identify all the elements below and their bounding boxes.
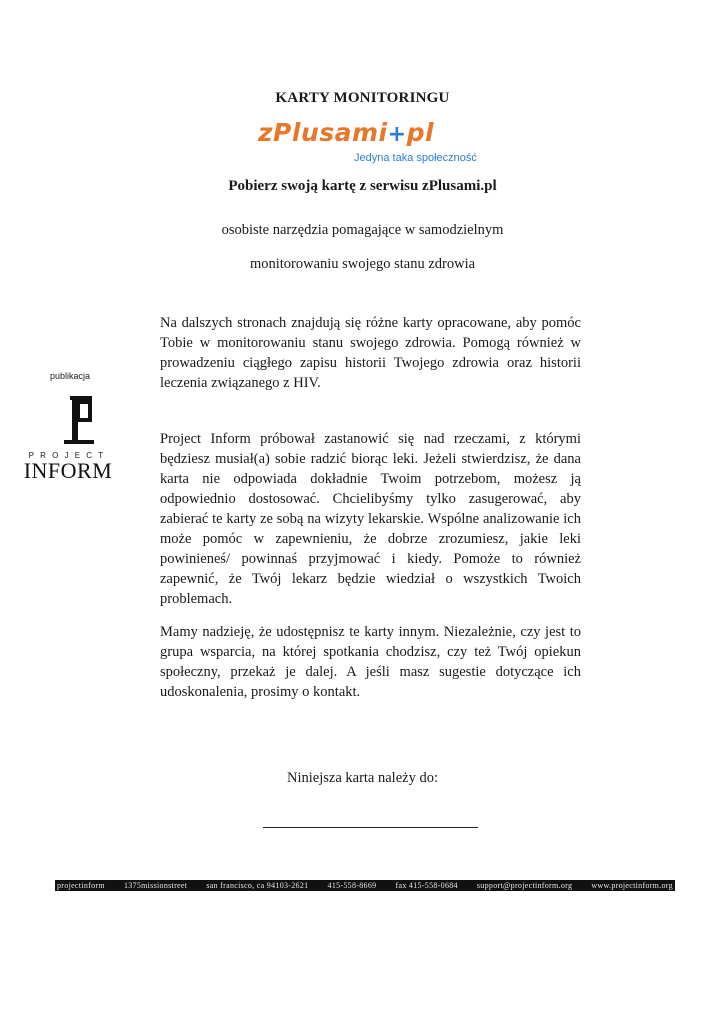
footer-item: www.projectinform.org: [591, 881, 673, 890]
logo-plus-sign: +: [387, 122, 407, 147]
logo-suffix: pl: [406, 118, 435, 147]
project-inform-p-icon: [62, 394, 98, 446]
owner-label: Niniejsza karta należy do:: [287, 770, 438, 786]
footer-item: support@projectinform.org: [476, 881, 573, 890]
sharing-paragraph: Mamy nadzieję, że udostępnisz te karty innym. Niezależnie, czy jest to grupa wsparcia, na której spotkania chodzisz, czy też Twój opiekun społeczny, przekaż je dalej. A jeśli masz sugestie dotyczące ich udoskonalenia, prosimy o kontakt.: [160, 624, 581, 700]
footer-item: san francisco, ca 94103-2621: [206, 881, 309, 890]
tagline-line-2: monitorowaniu swojego stanu zdrowia: [249, 256, 476, 272]
footer-item: 1375missionstreet: [123, 881, 188, 890]
footer-item: projectinform: [57, 881, 105, 890]
owner-signature-line: [263, 827, 478, 828]
inform-label: INFORM: [23, 458, 113, 483]
publisher-label: publikacja: [50, 371, 91, 381]
intro-paragraph: Na dalszych stronach znajdują się różne karty opracowane, aby pomóc Tobie w monitorowaniu stanu swojego zdrowia. Pomogą również w prowadzeniu ciągłego zapisu historii Twojego zdrowia oraz historii leczenia związanego z HIV.: [160, 315, 581, 391]
project-inform-paragraph: Project Inform próbował zastanowić się nad rzeczami, z którymi będziesz musiał(a) sobie radzić biorąc leki. Jeżeli stwierdzisz, że dana karta nie odpowiada dokładnie Twoim potrzebom, możesz ją odpowiednio dostosować. Chcielibyśmy tylko zasugerować, aby zabierać te karty ze sobą na wizyty lekarskie. Wspólne analizowanie ich może pomóc w zapewnieniu, że dobrze zrozumiesz, jakie leki powinieneś/ powinnaś przyjmować i kiedy. Pomoże to również zapewnić, że Twój lekarz będzie wiedział o wszystkich Twoich problemach.: [160, 431, 581, 607]
footer-contact-bar: [55, 880, 675, 891]
page-title: KARTY MONITORINGU: [275, 90, 450, 106]
footer-item: fax 415-558-0684: [395, 881, 458, 890]
download-subtitle: Pobierz swoją kartę z serwisu zPlusami.pl: [228, 178, 497, 194]
logo-text: zPlusami: [258, 118, 388, 147]
tagline-line-1: osobiste narzędzia pomagające w samodzielnym: [221, 222, 504, 238]
logo-wordmark: [258, 118, 434, 147]
footer-item: 415-558-8669: [327, 881, 377, 890]
project-label: PROJECT: [28, 451, 110, 460]
zplusami-logo: [258, 118, 498, 168]
logo-tagline: Jedyna taka społeczność: [354, 152, 477, 164]
